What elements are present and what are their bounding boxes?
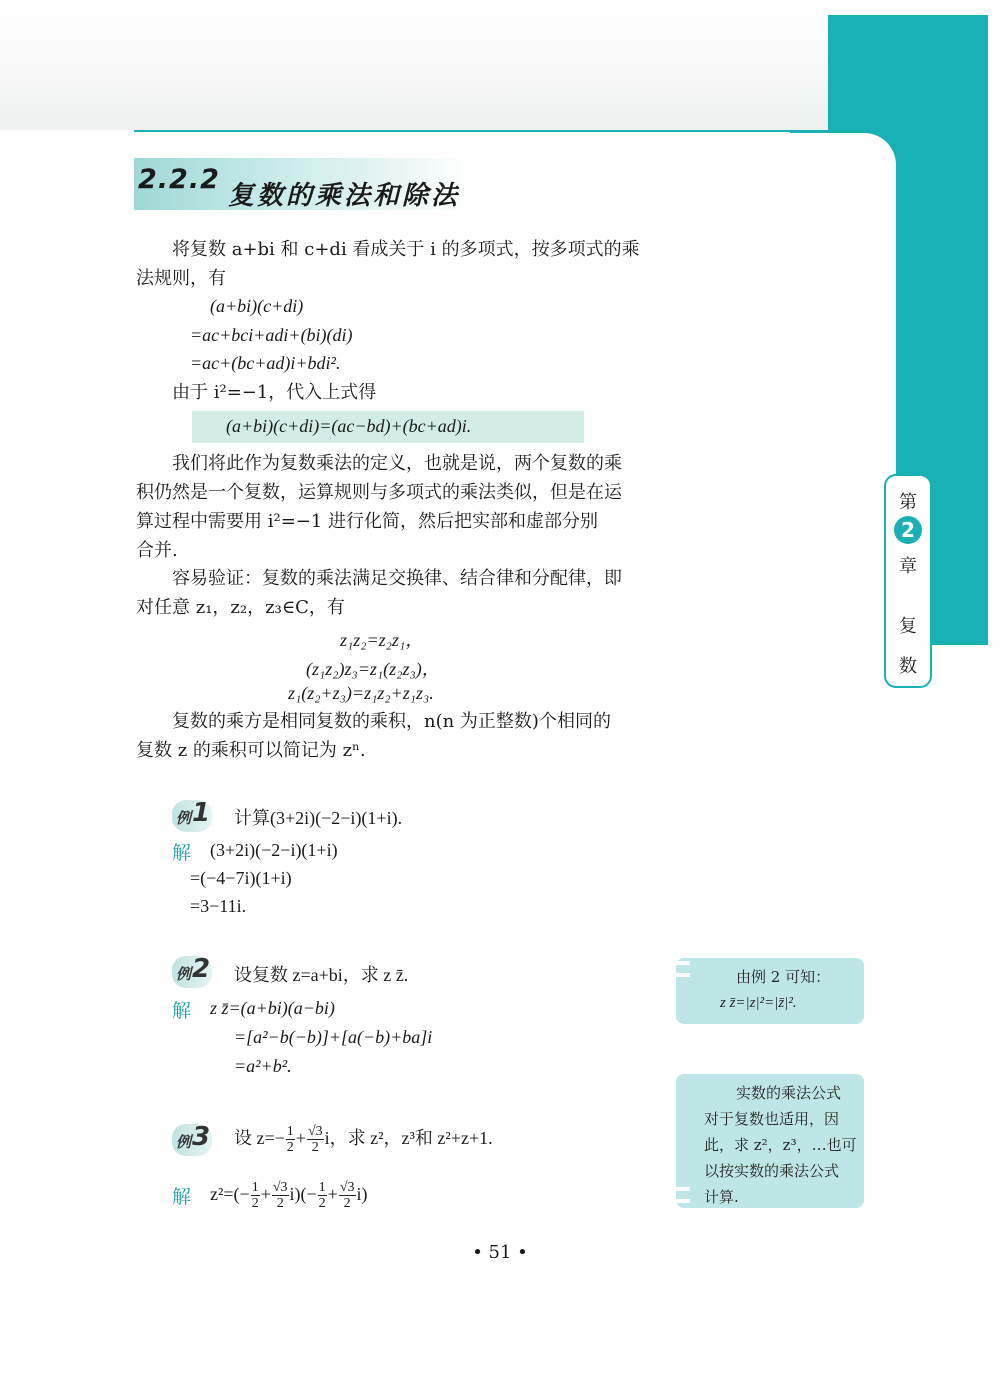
fraction bbox=[307, 1124, 324, 1155]
question-text: i，求 z²，z³和 z²+z+1. bbox=[324, 1128, 493, 1148]
associative-law: (z₁z₂)z₃=z₁(z₂z₃)， bbox=[306, 659, 440, 679]
margin-note-1 bbox=[676, 958, 864, 1024]
example-2-step: z z̄=(a+bi)(a−bi) bbox=[210, 998, 335, 1018]
plus-sign: + bbox=[295, 1128, 306, 1148]
example-3-question bbox=[234, 1116, 493, 1160]
example-label: 例 bbox=[176, 809, 192, 827]
paragraph-line: 积仍然是一个复数，运算规则与多项式的乘法类似，但是在运 bbox=[136, 482, 622, 503]
numerator: 1 bbox=[318, 1180, 326, 1196]
distributive-law: z₁(z₂+z₃)=z₁z₂+z₁z₃. bbox=[288, 683, 434, 703]
paragraph-line: 容易验证：复数的乘法满足交换律、结合律和分配律，即 bbox=[172, 568, 622, 589]
example-label: 例 bbox=[176, 965, 192, 983]
header-band bbox=[0, 0, 828, 130]
paragraph-line: 复数的乘方是相同复数的乘积，n(n 为正整数)个相同的 bbox=[172, 711, 611, 732]
step-text: z²=(− bbox=[210, 1184, 250, 1204]
fraction bbox=[251, 1180, 260, 1211]
plus-sign: + bbox=[327, 1184, 338, 1204]
chapter-di: 第 bbox=[899, 492, 917, 513]
fraction bbox=[318, 1180, 327, 1211]
note-line: 此，求 z²，z³，…也可 bbox=[704, 1136, 857, 1154]
example-label: 例 bbox=[176, 1133, 192, 1151]
numerator: √3 bbox=[272, 1180, 288, 1196]
example-number: 1 bbox=[192, 798, 211, 828]
note-arrow-icon bbox=[668, 1186, 692, 1204]
chapter-tab bbox=[884, 474, 932, 688]
example-number: 2 bbox=[192, 954, 211, 984]
fraction bbox=[272, 1180, 289, 1211]
commutative-law: z₁z₂=z₂z₁， bbox=[340, 630, 424, 650]
step-text: i)(− bbox=[289, 1184, 317, 1204]
step-text: i) bbox=[356, 1184, 368, 1204]
example-2-step: =a²+b². bbox=[234, 1056, 292, 1076]
example-1-step: =3−11i. bbox=[190, 896, 247, 916]
header-rule bbox=[134, 130, 828, 132]
paragraph-line: 法规则，有 bbox=[136, 268, 226, 289]
solution-label: 解 bbox=[172, 842, 192, 864]
paragraph-line: 复数 z 的乘积可以简记为 zⁿ. bbox=[136, 740, 366, 761]
chapter-number-badge: 2 bbox=[894, 516, 922, 544]
numerator: √3 bbox=[307, 1124, 323, 1140]
margin-note-2 bbox=[676, 1074, 864, 1208]
equation-line: =ac+bci+adi+(bi)(di) bbox=[190, 325, 353, 345]
denominator: 2 bbox=[311, 1140, 319, 1156]
note-line: 由例 2 可知： bbox=[736, 968, 831, 986]
equation-line: =ac+(bc+ad)i+bdi². bbox=[190, 353, 341, 373]
example-2-step: =[a²−b(−b)]+[a(−b)+ba]i bbox=[234, 1027, 433, 1047]
chapter-name-2: 数 bbox=[899, 656, 917, 677]
note-line: 对于复数也适用，因 bbox=[704, 1110, 840, 1128]
denominator: 2 bbox=[318, 1196, 326, 1212]
chapter-name-1: 复 bbox=[899, 616, 917, 637]
paragraph-line: 将复数 a+bi 和 c+di 看成关于 i 的多项式，按多项式的乘 bbox=[172, 239, 640, 260]
question-text: 设 z=− bbox=[234, 1128, 285, 1148]
section-title: 复数的乘法和除法 bbox=[228, 181, 461, 211]
section-number: 2.2.2 bbox=[138, 164, 220, 195]
example-3-step bbox=[210, 1172, 368, 1216]
paragraph-line: 我们将此作为复数乘法的定义，也就是说，两个复数的乘 bbox=[172, 453, 622, 474]
note-line: z z̄=|z|²=|z̄|². bbox=[720, 995, 797, 1011]
denominator: 2 bbox=[251, 1196, 259, 1212]
paragraph-line: 对任意 z₁，z₂，z₃∈C，有 bbox=[136, 597, 345, 618]
example-3-badge bbox=[172, 1124, 212, 1156]
example-1-question: 计算(3+2i)(−2−i)(1+i). bbox=[234, 808, 403, 828]
page-number: • 51 • bbox=[472, 1242, 528, 1263]
numerator: 1 bbox=[286, 1124, 294, 1140]
denominator: 2 bbox=[276, 1196, 284, 1212]
paragraph-line: 算过程中需要用 i²=−1 进行化简，然后把实部和虚部分别 bbox=[136, 511, 599, 532]
numerator: 1 bbox=[251, 1180, 259, 1196]
paragraph-line: 由于 i²=−1，代入上式得 bbox=[172, 382, 377, 403]
example-1-badge bbox=[172, 800, 212, 832]
equation-line: (a+bi)(c+di) bbox=[210, 296, 304, 316]
plus-sign: + bbox=[260, 1184, 271, 1204]
numerator: √3 bbox=[339, 1180, 355, 1196]
page-panel-corner bbox=[790, 131, 898, 647]
solution-label: 解 bbox=[172, 1000, 192, 1022]
note-line: 实数的乘法公式 bbox=[736, 1084, 842, 1102]
example-2-question: 设复数 z=a+bi，求 z z̄. bbox=[234, 965, 409, 985]
note-line: 计算. bbox=[704, 1188, 739, 1206]
multiplication-definition-formula: (a+bi)(c+di)=(ac−bd)+(bc+ad)i. bbox=[226, 416, 472, 436]
example-1-step: =(−4−7i)(1+i) bbox=[190, 868, 292, 888]
note-arrow-icon bbox=[668, 960, 692, 978]
solution-label: 解 bbox=[172, 1186, 192, 1208]
example-1-step: (3+2i)(−2−i)(1+i) bbox=[210, 840, 338, 860]
note-line: 以按实数的乘法公式 bbox=[704, 1162, 840, 1180]
denominator: 2 bbox=[343, 1196, 351, 1212]
paragraph-line: 合并. bbox=[136, 540, 178, 561]
fraction bbox=[339, 1180, 356, 1211]
example-number: 3 bbox=[192, 1122, 211, 1152]
example-2-badge bbox=[172, 956, 212, 988]
chapter-zhang: 章 bbox=[899, 556, 917, 577]
denominator: 2 bbox=[286, 1140, 294, 1156]
fraction bbox=[286, 1124, 295, 1155]
